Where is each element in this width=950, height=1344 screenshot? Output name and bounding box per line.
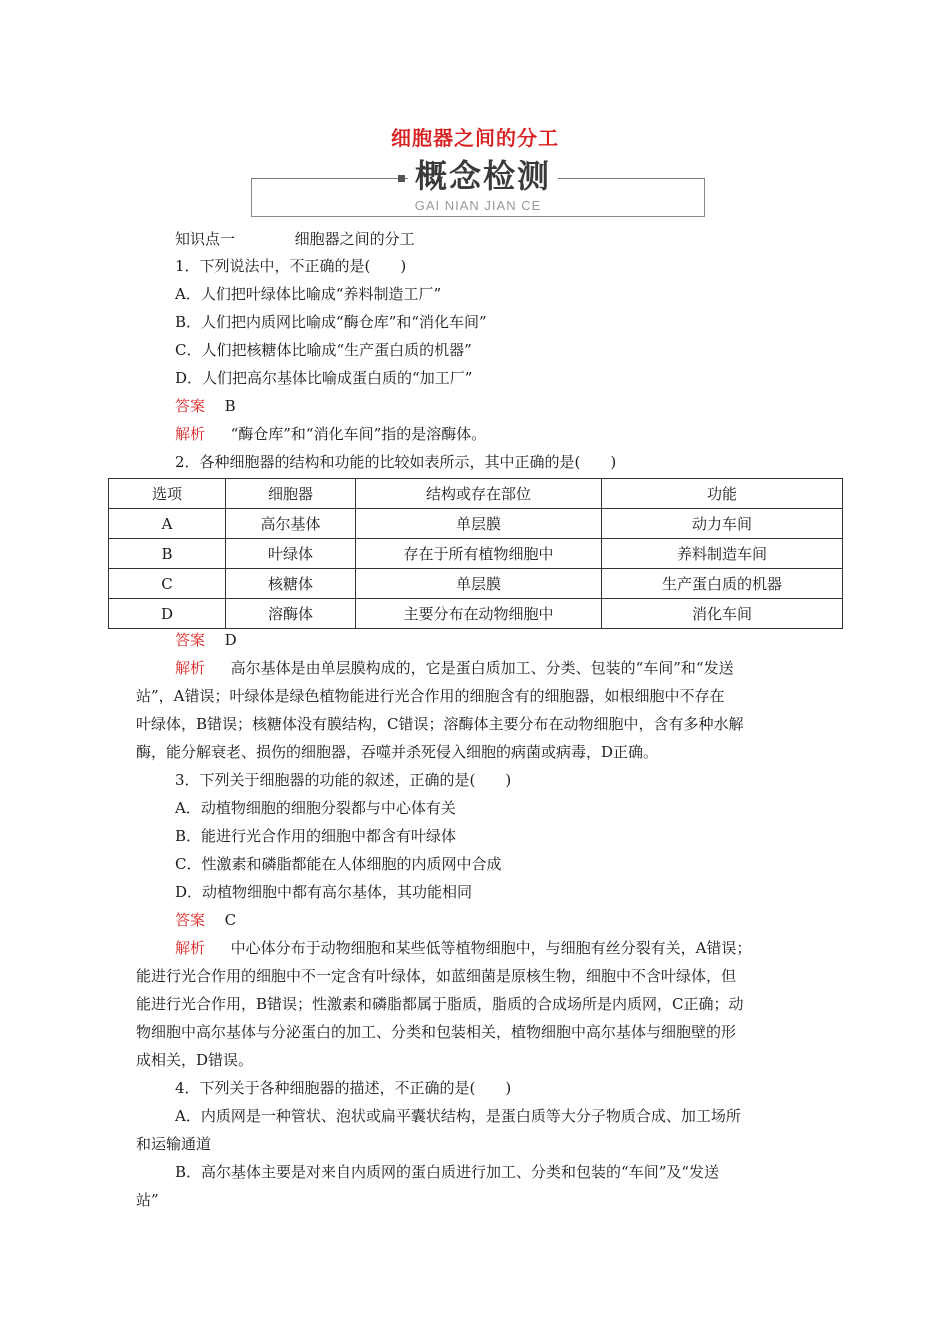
analysis-text: 高尔基体是由单层膜构成的，它是蛋白质加工、分类、包装的“车间”和“发送 bbox=[230, 659, 734, 677]
page-title: 细胞器之间的分工 bbox=[391, 126, 559, 150]
table-cell: 单层膜 bbox=[356, 569, 602, 599]
table-header: 功能 bbox=[602, 479, 843, 509]
q4-option-a-line: A．内质网是一种管状、泡状或扁平囊状结构，是蛋白质等大分子物质合成、加工场所 bbox=[175, 1107, 741, 1125]
q1-option-d: D．人们把高尔基体比喻成蛋白质的“加工厂” bbox=[175, 369, 473, 387]
table-cell: 主要分布在动物细胞中 bbox=[356, 599, 602, 629]
comparison-table bbox=[108, 478, 843, 629]
q2-analysis-line: 站”，A错误；叶绿体是绿色植物能进行光合作用的细胞含有的细胞器，如根细胞中不存在 bbox=[136, 687, 725, 705]
banner-subtitle: GAI NIAN JIAN CE bbox=[414, 198, 542, 213]
table-header: 结构或存在部位 bbox=[356, 479, 602, 509]
q3-analysis-line: 物细胞中高尔基体与分泌蛋白的加工、分类和包装相关，植物细胞中高尔基体与细胞壁的形 bbox=[136, 1023, 737, 1041]
q1-stem: 1．下列说法中，不正确的是( ) bbox=[175, 257, 407, 275]
q2-analysis-line: 叶绿体，B错误；核糖体没有膜结构，C错误；溶酶体主要分布在动物细胞中，含有多种水解 bbox=[136, 715, 744, 733]
answer-value: B bbox=[224, 397, 236, 415]
q4-option-b-line: B．高尔基体主要是对来自内质网的蛋白质进行加工、分类和包装的“车间”及“发送 bbox=[175, 1163, 720, 1181]
table-cell: 单层膜 bbox=[356, 509, 602, 539]
table-cell: 养料制造车间 bbox=[602, 539, 843, 569]
q3-answer bbox=[175, 910, 236, 930]
table-cell: A bbox=[109, 509, 226, 539]
table-header: 细胞器 bbox=[226, 479, 356, 509]
table-header: 选项 bbox=[109, 479, 226, 509]
table-row bbox=[109, 569, 843, 599]
section-label: 知识点一 bbox=[175, 230, 236, 248]
table-cell: 叶绿体 bbox=[226, 539, 356, 569]
table-cell: 消化车间 bbox=[602, 599, 843, 629]
q3-stem: 3．下列关于细胞器的功能的叙述，正确的是( ) bbox=[175, 771, 512, 789]
answer-label: 答案 bbox=[175, 631, 206, 649]
q1-analysis bbox=[175, 424, 486, 444]
q1-option-b: B．人们把内质网比喻成“酶仓库”和“消化车间” bbox=[175, 313, 487, 331]
analysis-label: 解析 bbox=[175, 939, 206, 957]
table-cell: 动力车间 bbox=[602, 509, 843, 539]
answer-value: C bbox=[224, 911, 237, 929]
q2-stem: 2．各种细胞器的结构和功能的比较如表所示，其中正确的是( ) bbox=[175, 453, 617, 471]
q2-analysis-line: 酶，能分解衰老、损伤的细胞器，吞噬并杀死侵入细胞的病菌或病毒，D正确。 bbox=[136, 743, 659, 761]
table-cell: C bbox=[109, 569, 226, 599]
table-row bbox=[109, 599, 843, 629]
q1-option-c: C．人们把核糖体比喻成“生产蛋白质的机器” bbox=[175, 341, 472, 359]
analysis-label: 解析 bbox=[175, 659, 206, 677]
q4-option-a-line: 和运输通道 bbox=[136, 1135, 212, 1153]
analysis-text: 中心体分布于动物细胞和某些低等植物细胞中，与细胞有丝分裂有关，A错误； bbox=[230, 939, 752, 957]
banner-square-left bbox=[398, 175, 405, 182]
q3-option-b: B．能进行光合作用的细胞中都含有叶绿体 bbox=[175, 827, 457, 845]
q3-option-a: A．动植物细胞的细胞分裂都与中心体有关 bbox=[175, 799, 456, 817]
q3-analysis-line: 成相关，D错误。 bbox=[136, 1051, 254, 1069]
answer-label: 答案 bbox=[175, 397, 206, 415]
table-row bbox=[109, 509, 843, 539]
analysis-label: 解析 bbox=[175, 425, 206, 443]
q2-answer bbox=[175, 630, 237, 650]
table-cell: 生产蛋白质的机器 bbox=[602, 569, 843, 599]
q1-option-a: A．人们把叶绿体比喻成“养料制造工厂” bbox=[175, 285, 442, 303]
q4-stem: 4．下列关于各种细胞器的描述，不正确的是( ) bbox=[175, 1079, 512, 1097]
q3-option-c: C．性激素和磷脂都能在人体细胞的内质网中合成 bbox=[175, 855, 502, 873]
analysis-text: “酶仓库”和“消化车间”指的是溶酶体。 bbox=[230, 425, 487, 443]
table-cell: 存在于所有植物细胞中 bbox=[356, 539, 602, 569]
q3-option-d: D．动植物细胞中都有高尔基体，其功能相同 bbox=[175, 883, 473, 901]
section-heading bbox=[175, 229, 415, 249]
answer-label: 答案 bbox=[175, 911, 206, 929]
table-cell: B bbox=[109, 539, 226, 569]
q2-analysis-line bbox=[175, 658, 734, 678]
answer-value: D bbox=[224, 631, 237, 649]
table-cell: 核糖体 bbox=[226, 569, 356, 599]
banner-title: 概念检测 bbox=[408, 156, 558, 196]
section-name: 细胞器之间的分工 bbox=[294, 230, 415, 248]
table-header-row bbox=[109, 479, 843, 509]
q4-option-b-line: 站” bbox=[136, 1191, 159, 1209]
table-cell: 高尔基体 bbox=[226, 509, 356, 539]
table-row bbox=[109, 539, 843, 569]
table-cell: D bbox=[109, 599, 226, 629]
q3-analysis-line: 能进行光合作用的细胞中不一定含有叶绿体，如蓝细菌是原核生物，细胞中不含叶绿体，但 bbox=[136, 967, 737, 985]
table-cell: 溶酶体 bbox=[226, 599, 356, 629]
q1-answer bbox=[175, 396, 236, 416]
q3-analysis-line: 能进行光合作用，B错误；性激素和磷脂都属于脂质，脂质的合成场所是内质网，C正确；动 bbox=[136, 995, 744, 1013]
q3-analysis-line bbox=[175, 938, 751, 958]
